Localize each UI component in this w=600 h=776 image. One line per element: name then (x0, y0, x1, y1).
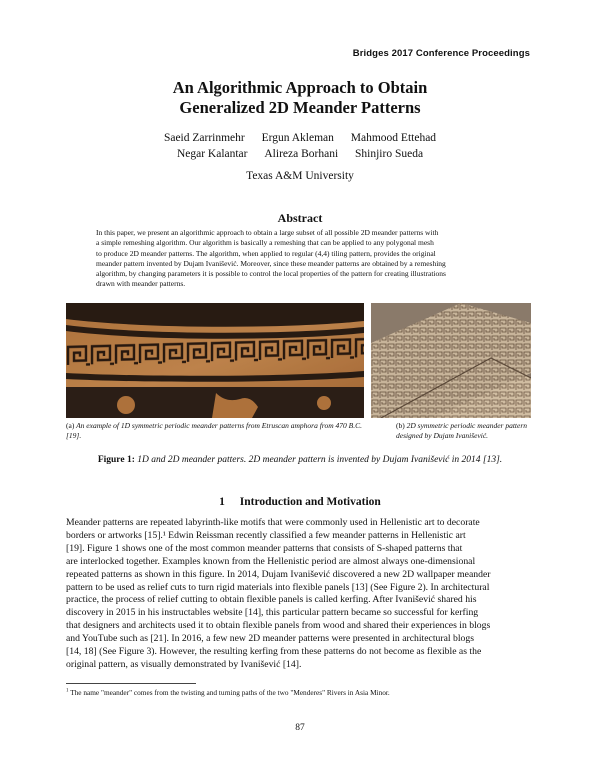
body-line: [19]. Figure 1 shows one of the most common meander patterns that consists of S-shaped patterns that (66, 542, 463, 554)
author-name: Saeid Zarrinmehr (163, 132, 245, 144)
footnote-text: The name "meander" comes from the twisting and turning paths of the two "Menderes" Rivers in Asia Minor. (70, 688, 390, 697)
body-line: repeated patterns as shown in this figure. In 2014, Dujam Ivanišević discovered a new 2D wallpaper meander (66, 568, 491, 580)
abstract-line: meander pattern invented by Dujam Ivanišević. Moreover, since these meander patterns are obtained by a remeshing (96, 258, 446, 268)
page-number: 87 (295, 723, 305, 733)
subfigure-label: (b) (396, 421, 405, 430)
section-number: 1 (219, 496, 225, 508)
footnote-mark: 1 (66, 688, 69, 694)
body-line: pattern to be used as relief cuts to turn rigid materials into flexible panels [13] (See Figure 2). In architectural (66, 581, 490, 593)
author-name: Ergun Akleman (261, 132, 334, 144)
body-line: are interlocked together. Examples known from the Hellenistic period are almost always one-dimensional (66, 555, 476, 567)
abstract-line: drawn with meander patterns. (96, 279, 186, 289)
figure-1b-caption (396, 421, 531, 441)
abstract-line: In this paper, we present an algorithmic approach to obtain a large subset of all possible 2D meander patterns with (96, 228, 439, 237)
body-line: Meander patterns are repeated labyrinth-like motifs that were commonly used in Hellenistic art to decorate (66, 517, 480, 528)
author-name: Mahmood Ettehad (350, 132, 437, 144)
title-line-1: An Algorithmic Approach to Obtain (172, 78, 428, 97)
affiliation: Texas A&M University (246, 170, 354, 182)
body-line: [14, 18] (See Figure 3). However, the resulting kerfing from these patterns do not become as flexible as the (66, 646, 482, 658)
footnote-rule (66, 683, 196, 684)
figure-1a-caption (66, 421, 364, 441)
subfigure-label: (a) (66, 421, 75, 430)
section-title: Introduction and Motivation (239, 496, 381, 508)
figure-1-caption: Figure 1: 1D and 2D meander patters. 2D meander pattern is invented by Dujam Ivanišević in 2014 [13]. (97, 455, 503, 465)
footnote (66, 688, 532, 697)
figure-1b-panels-image (371, 303, 531, 418)
author-row-1 (0, 130, 600, 146)
body-line: discovery in 2015 in his instructables website [14], this particular pattern became so successful for kerfing (66, 607, 479, 619)
figure-caption-text: 1D and 2D meander patters. 2D meander pattern is invented by Dujam Ivanišević in 2014 [13]. (137, 455, 503, 465)
section-heading (0, 496, 600, 508)
figure-1a-amphora-image (66, 303, 364, 418)
title-line-2: Generalized 2D Meander Patterns (179, 98, 421, 117)
body-line: practice, the process of relief cutting to obtain flexible panels is called kerfing. After Ivanišević shared his (66, 594, 477, 606)
author-row-2 (0, 146, 600, 162)
author-name: Negar Kalantar (176, 148, 248, 160)
abstract-line: to produce 2D meander patterns. The algorithm, when applied to regular (4,4) tiling pattern, provides the original (96, 248, 436, 258)
abstract-line: a simple remeshing algorithm. Our algorithm is basically a remeshing that can be applied to any polygonal mesh (96, 238, 434, 248)
abstract-line: algorithm, by changing parameters it is possible to control the local properties of the pattern for creating illustrations (96, 269, 446, 279)
subfigure-caption: 2D symmetric periodic meander pattern designed by Dujam Ivanišević. (396, 421, 528, 440)
running-header: Bridges 2017 Conference Proceedings (352, 48, 530, 59)
abstract-heading: Abstract (277, 211, 323, 225)
body-line: and YouTube such as [21]. In 2016, a few new 2D meander patterns were presented in architectural blogs (66, 633, 475, 645)
author-list (0, 130, 600, 162)
figure-label: Figure 1 (97, 455, 132, 465)
author-name: Shinjiro Sueda (355, 148, 424, 160)
abstract-text (96, 228, 504, 290)
body-line: that designers and architects used it to obtain flexible panels from wood and shared their experiences in blogs (66, 620, 491, 632)
author-name: Alireza Borhani (264, 148, 339, 160)
body-line: original pattern, as visually demonstrated by Ivanišević [14]. (66, 658, 302, 670)
body-text (66, 517, 532, 672)
paper-title (0, 78, 600, 118)
body-line: borders or artworks [15].¹ Edwin Reissman recently classified a few meander patterns in Hellenistic art (66, 529, 466, 541)
subfigure-caption: An example of 1D symmetric periodic meander patterns from Etruscan amphora from 470 B.C. [19]. (66, 421, 362, 440)
